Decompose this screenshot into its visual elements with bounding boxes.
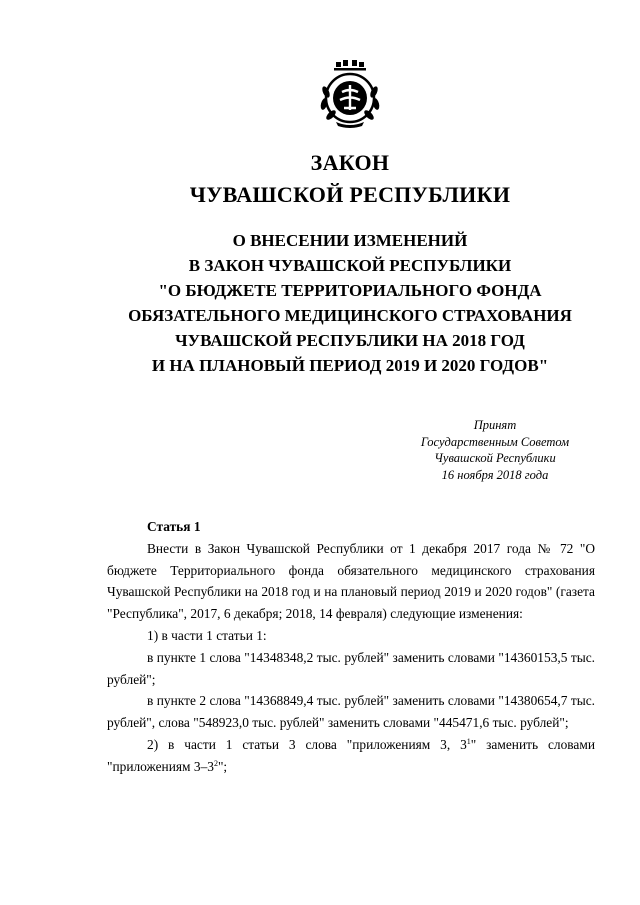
superscript: 2 xyxy=(213,758,218,768)
superscript: 1 xyxy=(466,736,471,746)
adoption-note-line: Государственным Советом xyxy=(420,434,570,449)
adoption-note-line: Принят xyxy=(473,418,517,432)
article-body xyxy=(107,516,595,778)
article-item-1-point-1: в пункте 1 слова "14348348,2 тыс. рублей" заменить словами "14360153,5 тыс. рублей"; xyxy=(107,649,595,687)
chuvash-republic-emblem-icon xyxy=(314,58,386,130)
article-item-2-text: " заменить словами "приложениям 3–3 xyxy=(107,736,595,774)
article-item-2-text: 2) в части 1 статьи 3 слова "приложениям 3, 3 xyxy=(147,736,467,752)
law-subtitle-line: И НА ПЛАНОВЫЙ ПЕРИОД 2019 И 2020 ГОДОВ" xyxy=(151,356,549,375)
adoption-note-line: Чувашской Республики xyxy=(434,451,556,465)
article-item-1: 1) в части 1 статьи 1: xyxy=(147,627,267,643)
law-title: ЗАКОН xyxy=(310,150,390,175)
law-title-republic: ЧУВАШСКОЙ РЕСПУБЛИКИ xyxy=(189,182,511,207)
law-subtitle-line: ОБЯЗАТЕЛЬНОГО МЕДИЦИНСКОГО СТРАХОВАНИЯ xyxy=(128,306,572,325)
adoption-note xyxy=(395,417,595,483)
law-subtitle-line: "О БЮДЖЕТЕ ТЕРРИТОРИАЛЬНОГО ФОНДА xyxy=(158,281,542,300)
article-item-2-text: "; xyxy=(217,758,228,774)
adoption-date: 16 ноября 2018 года xyxy=(441,467,549,482)
law-subtitle-line: О ВНЕСЕНИИ ИЗМЕНЕНИЙ xyxy=(232,231,468,250)
article-heading: Статья 1 xyxy=(147,519,201,534)
article-item-1-point-2: в пункте 2 слова "14368849,4 тыс. рублей" заменить словами "14380654,7 тыс. рублей", слова "548923,0 тыс. рублей" заменить словами "445471,6 тыс. рублей"; xyxy=(107,693,595,731)
article-item-2 xyxy=(107,734,595,778)
law-subtitle-line: В ЗАКОН ЧУВАШСКОЙ РЕСПУБЛИКИ xyxy=(188,256,512,275)
article-intro: Внести в Закон Чувашской Республики от 1 декабря 2017 года № 72 "О бюджете Территориального фонда обязательного медицинского страхования Чувашской Республики на 2018 год и на плановый период 2019 и 2020 годов" (газета "Республика", 2017, 6 декабря; 2018, 14 февраля) следующие изменения: xyxy=(107,540,595,622)
law-subtitle-line: ЧУВАШСКОЙ РЕСПУБЛИКИ НА 2018 ГОД xyxy=(175,331,525,350)
